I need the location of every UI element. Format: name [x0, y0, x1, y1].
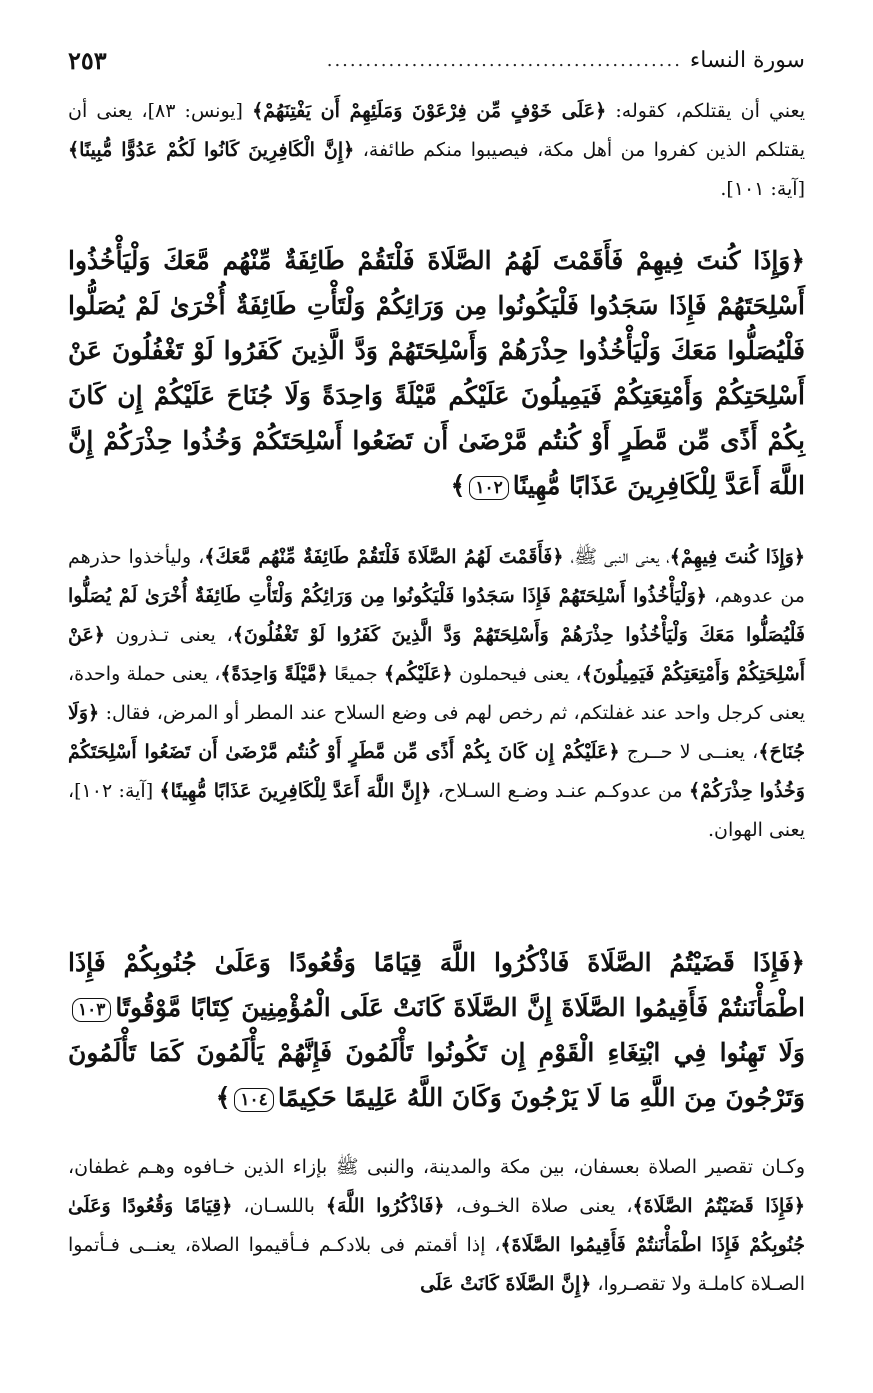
- commentary-text: ، إذا أقمتم فى بلادكـم فـأقيموا الصلاة، يعنــى فـأتموا الصـلاة كاملـة ولا تقصـروا،: [68, 1234, 805, 1295]
- header-leader-dots: ..............................................: [326, 49, 682, 71]
- quran-quote: ﴿عَنْ أَسْلِحَتِكُمْ وَأَمْتِعَتِكُمْ فَيَمِيلُونَ﴾: [68, 624, 805, 685]
- quran-quote: ﴿مَّيْلَةً وَاحِدَةً﴾: [220, 663, 328, 685]
- commentary-text: ، وليأخذوا حذرهم من عدوهم،: [68, 546, 805, 607]
- verse-block-102: [68, 238, 805, 508]
- quran-quote: ﴿عَلَى خَوْفٍ مِّن فِرْعَوْنَ وَمَلَئِهِمْ أَن يَفْتِنَهُمْ﴾: [252, 100, 607, 122]
- quran-quote: ﴿إِنَّ اللَّهَ أَعَدَّ لِلْكَافِرِينَ عَذَابًا مُّهِينًا﴾: [159, 780, 432, 802]
- commentary-text: وكـان تقصير الصلاة بعسفان، بين مكة والمدينة، والنبى ﷺ بإزاء الذين خـافوه وهـم غطفان،: [68, 1156, 805, 1178]
- commentary-text: من عدوكـم عنـد وضـع السـلاح،: [431, 780, 689, 802]
- verse-block-103-104: [68, 940, 805, 1120]
- quran-quote: ﴿فَأَقَمْتَ لَهُمُ الصَّلَاةَ فَلْتَقُمْ طَائِفَةٌ مِّنْهُم مَّعَكَ﴾: [204, 546, 564, 568]
- commentary-text: ، يعنى حملة واحدة، يعنى كرجل واحد عند غفلتكم، ثم رخص لهم فى وضع السلاح عند المطر أو المرض، فقال:: [68, 663, 805, 724]
- surah-title: سورة النساء: [689, 47, 805, 73]
- commentary-block-2: [68, 538, 805, 850]
- page-header: [68, 40, 805, 80]
- verse-close-bracket: ﴾: [215, 1083, 231, 1112]
- verse-103-text: ﴿فَإِذَا قَضَيْتُمُ الصَّلَاةَ فَاذْكُرُوا اللَّهَ قِيَامًا وَقُعُودًا وَعَلَىٰ جُنُوبِكُمْ فَإِذَا اطْمَأْنَنتُمْ فَأَقِيمُوا الصَّلَاةَ إِنَّ الصَّلَاةَ كَانَتْ عَلَى الْمُؤْمِنِينَ كِتَابًا مَّوْقُوتًا: [68, 948, 805, 1022]
- commentary-text: [آية: ١٠٢]، يعنى الهوان.: [68, 780, 805, 841]
- quran-quote: ﴿إِنَّ الصَّلَاةَ كَانَتْ عَلَى: [420, 1273, 592, 1295]
- commentary-text: باللسـان،: [232, 1195, 326, 1217]
- quran-quote: ﴿قِيَامًا وَقُعُودًا وَعَلَىٰ جُنُوبِكُمْ فَإِذَا اطْمَأْنَنتُمْ فَأَقِيمُوا الصَّلَاةَ﴾: [68, 1195, 805, 1256]
- commentary-text: ، يعنى صلاة الخـوف،: [444, 1195, 633, 1217]
- quran-quote: ﴿وَلْيَأْخُذُوا أَسْلِحَتَهُمْ فَإِذَا سَجَدُوا فَلْيَكُونُوا مِن وَرَائِكُمْ وَلْتَأْتِ طَائِفَةٌ أُخْرَىٰ لَمْ يُصَلُّوا فَلْيُصَلُّوا مَعَكَ وَلْيَأْخُذُوا حِذْرَهُمْ وَأَسْلِحَتَهُمْ وَدَّ الَّذِينَ كَفَرُوا لَوْ تَغْفُلُونَ﴾: [68, 585, 806, 646]
- verse-104-text: وَلَا تَهِنُوا فِي ابْتِغَاءِ الْقَوْمِ إِن تَكُونُوا تَأْلَمُونَ فَإِنَّهُمْ يَأْلَمُونَ كَمَا تَأْلَمُونَ وَتَرْجُونَ مِنَ اللَّهِ مَا لَا يَرْجُونَ وَكَانَ اللَّهُ عَلِيمًا حَكِيمًا: [68, 1038, 805, 1112]
- verse-paragraph: [68, 238, 805, 508]
- quran-quote: ﴿عَلَيْكُمْ إِن كَانَ بِكُمْ أَذًى مِّن مَّطَرٍ أَوْ كُنتُم مَّرْضَىٰ أَن تَضَعُوا أَسْلِحَتَكُمْ وَخُذُوا حِذْرَكُمْ﴾: [68, 741, 805, 802]
- commentary-text: [يونس: ٨٣]، يعنى أن يقتلكم الذين كفروا من أهل مكة، فيصيبوا منكم طائفة،: [68, 100, 806, 161]
- commentary-text: ، يعنــى لا حــرج: [619, 741, 759, 763]
- verse-number-marker: ١٠٢: [469, 476, 508, 500]
- commentary-text: [آية: ١٠١].: [720, 178, 805, 200]
- commentary-text: ، يعنى النبى ﷺ،: [563, 546, 670, 568]
- quran-quote: ﴿فَإِذَا قَضَيْتُمُ الصَّلَاةَ﴾: [632, 1195, 805, 1217]
- commentary-paragraph: [68, 538, 805, 850]
- quran-quote: ﴿عَلَيْكُم﴾: [383, 663, 453, 685]
- verse-number-marker: ١٠٤: [234, 1088, 273, 1112]
- commentary-block-3: [68, 1148, 805, 1304]
- quran-quote: ﴿فَاذْكُرُوا اللَّهَ﴾: [325, 1195, 445, 1217]
- commentary-text: ، يعنى فيحملون: [452, 663, 582, 685]
- commentary-paragraph: [68, 92, 805, 209]
- commentary-text: يعني أن يقتلكم، كقوله:: [606, 100, 805, 122]
- commentary-text: ، يعنى تـذرون: [104, 624, 233, 646]
- verse-close-bracket: ﴾: [450, 471, 466, 500]
- quran-quote: ﴿وَلَا جُنَاحَ﴾: [68, 702, 805, 763]
- commentary-text: جميعًا: [327, 663, 384, 685]
- commentary-paragraph: [68, 1148, 805, 1304]
- verse-paragraph: [68, 940, 805, 1120]
- verse-102-text: ﴿وَإِذَا كُنتَ فِيهِمْ فَأَقَمْتَ لَهُمُ الصَّلَاةَ فَلْتَقُمْ طَائِفَةٌ مِّنْهُم مَّعَكَ وَلْيَأْخُذُوا أَسْلِحَتَهُمْ فَإِذَا سَجَدُوا فَلْيَكُونُوا مِن وَرَائِكُمْ وَلْتَأْتِ طَائِفَةٌ أُخْرَىٰ لَمْ يُصَلُّوا فَلْيُصَلُّوا مَعَكَ وَلْيَأْخُذُوا حِذْرَهُمْ وَأَسْلِحَتَهُمْ وَدَّ الَّذِينَ كَفَرُوا لَوْ تَغْفُلُونَ عَنْ أَسْلِحَتِكُمْ وَأَمْتِعَتِكُمْ فَيَمِيلُونَ عَلَيْكُم مَّيْلَةً وَاحِدَةً وَلَا جُنَاحَ عَلَيْكُمْ إِن كَانَ بِكُمْ أَذًى مِّن مَّطَرٍ أَوْ كُنتُم مَّرْضَىٰ أَن تَضَعُوا أَسْلِحَتَكُمْ وَخُذُوا حِذْرَكُمْ إِنَّ اللَّهَ أَعَدَّ لِلْكَافِرِينَ عَذَابًا مُّهِينًا: [68, 246, 805, 500]
- page-number: ٢٥٣: [68, 45, 107, 75]
- commentary-block-1: [68, 92, 805, 209]
- quran-quote: ﴿وَإِذَا كُنتَ فِيهِمْ﴾: [669, 546, 805, 568]
- quran-quote: ﴿إِنَّ الْكَافِرِينَ كَانُوا لَكُمْ عَدُوًّا مُّبِينًا﴾: [68, 139, 355, 161]
- verse-number-marker: ١٠٣: [72, 998, 111, 1022]
